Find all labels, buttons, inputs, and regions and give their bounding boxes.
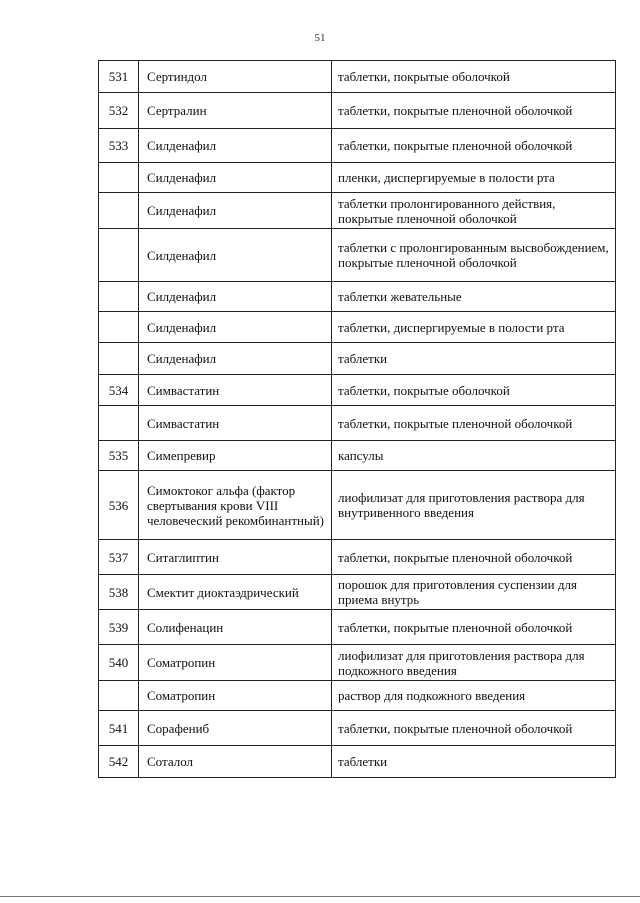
drug-name: Силденафил [139, 312, 332, 343]
dosage-form: пленки, диспергируемые в полости рта [332, 163, 616, 193]
dosage-form: порошок для приготовления суспензии для приема внутрь [332, 575, 616, 610]
drug-name: Симепревир [139, 441, 332, 471]
table-row [99, 441, 616, 471]
row-number: 540 [99, 645, 139, 681]
table-row [99, 610, 616, 645]
drug-name: Силденафил [139, 163, 332, 193]
row-number [99, 312, 139, 343]
table-row [99, 193, 616, 229]
table-row [99, 129, 616, 163]
row-number: 537 [99, 540, 139, 575]
table-row [99, 312, 616, 343]
drug-name: Симвастатин [139, 375, 332, 406]
dosage-form: таблетки, покрытые пленочной оболочкой [332, 406, 616, 441]
drug-name: Соматропин [139, 681, 332, 711]
dosage-form: таблетки, покрытые пленочной оболочкой [332, 540, 616, 575]
dosage-form: таблетки, покрытые оболочкой [332, 375, 616, 406]
dosage-form: раствор для подкожного введения [332, 681, 616, 711]
row-number [99, 163, 139, 193]
table-row [99, 645, 616, 681]
drug-name: Симвастатин [139, 406, 332, 441]
drug-table-container [98, 60, 615, 778]
dosage-form: таблетки, покрытые пленочной оболочкой [332, 610, 616, 645]
dosage-form: таблетки пролонгированного действия, покрытые пленочной оболочкой [332, 193, 616, 229]
drug-name: Соматропин [139, 645, 332, 681]
table-row [99, 711, 616, 746]
drug-name: Ситаглиптин [139, 540, 332, 575]
bottom-rule [0, 896, 640, 897]
drug-name: Сертиндол [139, 61, 332, 93]
drug-name: Симоктоког альфа (фактор свертывания крови VIII человеческий рекомбинантный) [139, 471, 332, 540]
row-number: 539 [99, 610, 139, 645]
dosage-form: таблетки [332, 343, 616, 375]
drug-name: Силденафил [139, 129, 332, 163]
table-row [99, 229, 616, 282]
drug-name: Солифенацин [139, 610, 332, 645]
table-row [99, 471, 616, 540]
row-number [99, 193, 139, 229]
table-row [99, 575, 616, 610]
drug-name: Силденафил [139, 193, 332, 229]
dosage-form: таблетки [332, 746, 616, 778]
dosage-form: таблетки, диспергируемые в полости рта [332, 312, 616, 343]
dosage-form: таблетки, покрытые пленочной оболочкой [332, 129, 616, 163]
row-number [99, 282, 139, 312]
drug-name: Силденафил [139, 229, 332, 282]
dosage-form: лиофилизат для приготовления раствора для подкожного введения [332, 645, 616, 681]
page-number: 51 [314, 32, 326, 44]
row-number: 542 [99, 746, 139, 778]
table-row [99, 540, 616, 575]
dosage-form: лиофилизат для приготовления раствора для внутривенного введения [332, 471, 616, 540]
dosage-form: таблетки с пролонгированным высвобождением, покрытые пленочной оболочкой [332, 229, 616, 282]
row-number [99, 681, 139, 711]
dosage-form: капсулы [332, 441, 616, 471]
drug-name: Силденафил [139, 343, 332, 375]
drug-name: Сертралин [139, 93, 332, 129]
table-row [99, 93, 616, 129]
row-number: 533 [99, 129, 139, 163]
drug-name: Силденафил [139, 282, 332, 312]
row-number: 535 [99, 441, 139, 471]
row-number [99, 406, 139, 441]
table-row [99, 282, 616, 312]
drug-name: Сорафениб [139, 711, 332, 746]
row-number: 536 [99, 471, 139, 540]
row-number: 531 [99, 61, 139, 93]
dosage-form: таблетки, покрытые пленочной оболочкой [332, 711, 616, 746]
row-number: 534 [99, 375, 139, 406]
row-number: 541 [99, 711, 139, 746]
row-number: 532 [99, 93, 139, 129]
table-row [99, 375, 616, 406]
row-number [99, 229, 139, 282]
drug-name: Смектит диоктаэдрический [139, 575, 332, 610]
drug-table [98, 60, 616, 778]
table-row [99, 681, 616, 711]
table-row [99, 343, 616, 375]
dosage-form: таблетки жевательные [332, 282, 616, 312]
table-row [99, 406, 616, 441]
row-number: 538 [99, 575, 139, 610]
table-row [99, 746, 616, 778]
row-number [99, 343, 139, 375]
drug-name: Соталол [139, 746, 332, 778]
dosage-form: таблетки, покрытые пленочной оболочкой [332, 93, 616, 129]
table-row [99, 61, 616, 93]
table-row [99, 163, 616, 193]
dosage-form: таблетки, покрытые оболочкой [332, 61, 616, 93]
